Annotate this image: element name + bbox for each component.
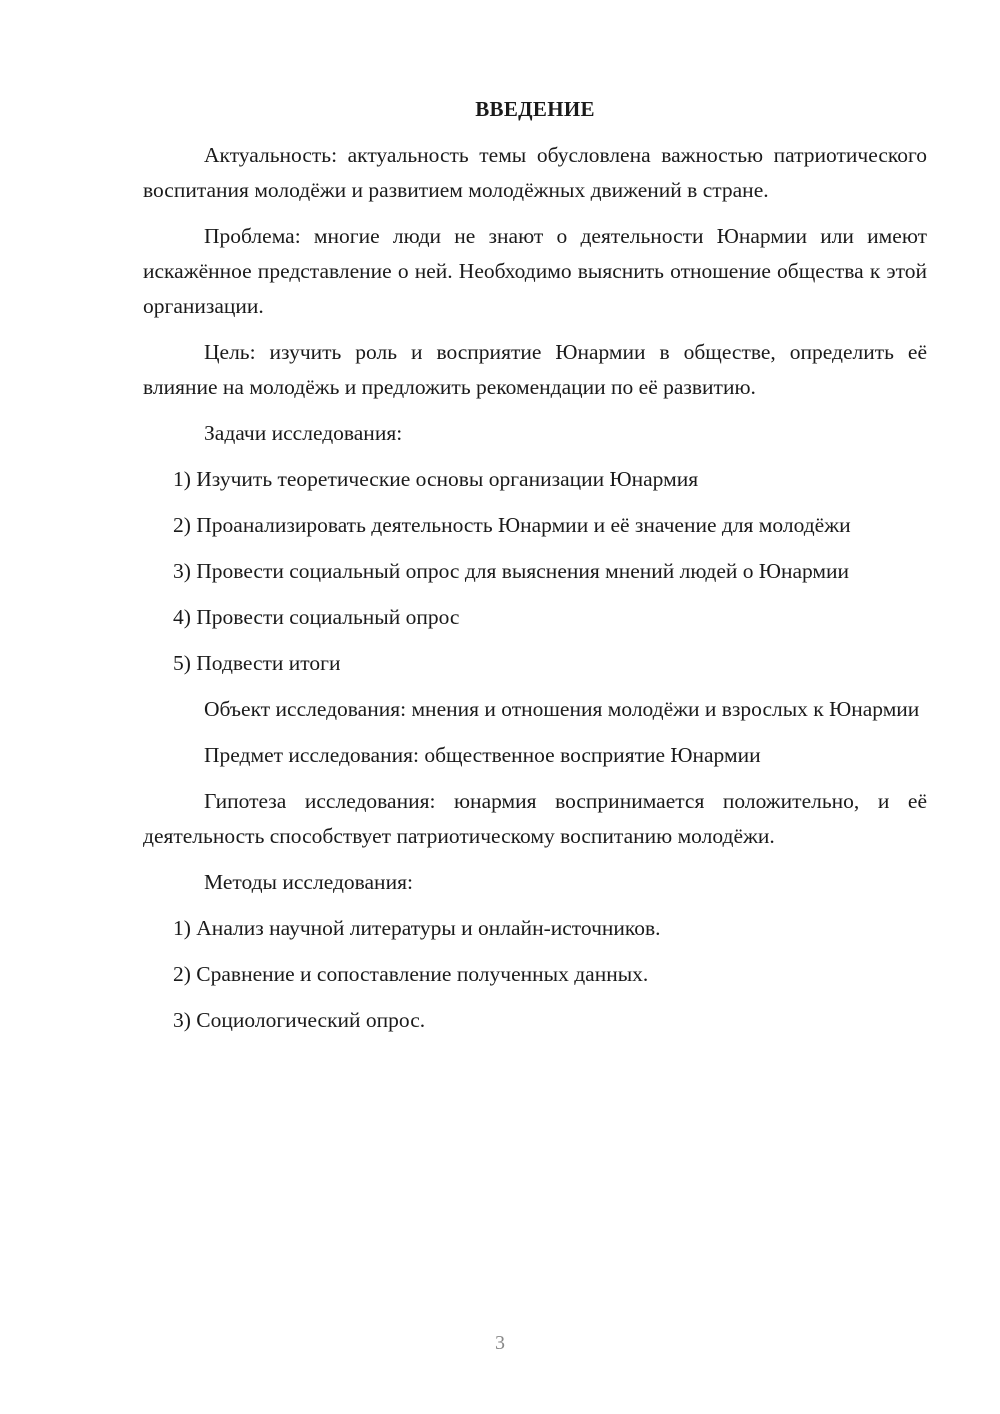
problem-paragraph: Проблема: многие люди не знают о деятельности Юнармии или имеют искажённое представление о ней. Необходимо выяснить отношение общества к этой организации.: [143, 224, 927, 318]
hypothesis-paragraph: Гипотеза исследования: юнармия воспринимается положительно, и её деятельность способствует патриотическому воспитанию молодёжи.: [143, 789, 927, 848]
relevance-paragraph: Актуальность: актуальность темы обусловлена важностью патриотического воспитания молодёжи и развитием молодёжных движений в стране.: [143, 143, 927, 202]
task-item: 3) Провести социальный опрос для выяснения мнений людей о Юнармии: [173, 559, 850, 583]
tasks-heading: Задачи исследования:: [204, 421, 403, 445]
document-page: [143, 92, 927, 1049]
method-item: 1) Анализ научной литературы и онлайн-источников.: [173, 916, 661, 940]
task-item: 1) Изучить теоретические основы организации Юнармия: [173, 467, 699, 491]
task-item: 5) Подвести итоги: [173, 651, 341, 675]
methods-heading: Методы исследования:: [204, 870, 413, 894]
method-item: 2) Сравнение и сопоставление полученных данных.: [173, 962, 649, 986]
task-item: 2) Проанализировать деятельность Юнармии и её значение для молодёжи: [173, 513, 851, 537]
object-paragraph: Объект исследования: мнения и отношения молодёжи и взрослых к Юнармии: [204, 697, 920, 721]
goal-paragraph: Цель: изучить роль и восприятие Юнармии в обществе, определить её влияние на молодёжь и предложить рекомендации по её развитию.: [143, 340, 927, 399]
subject-paragraph: Предмет исследования: общественное восприятие Юнармии: [204, 743, 761, 767]
document-title: ВВЕДЕНИЕ: [475, 97, 595, 121]
task-item: 4) Провести социальный опрос: [173, 605, 460, 629]
page-number: 3: [495, 1332, 505, 1354]
method-item: 3) Социологический опрос.: [173, 1008, 426, 1032]
